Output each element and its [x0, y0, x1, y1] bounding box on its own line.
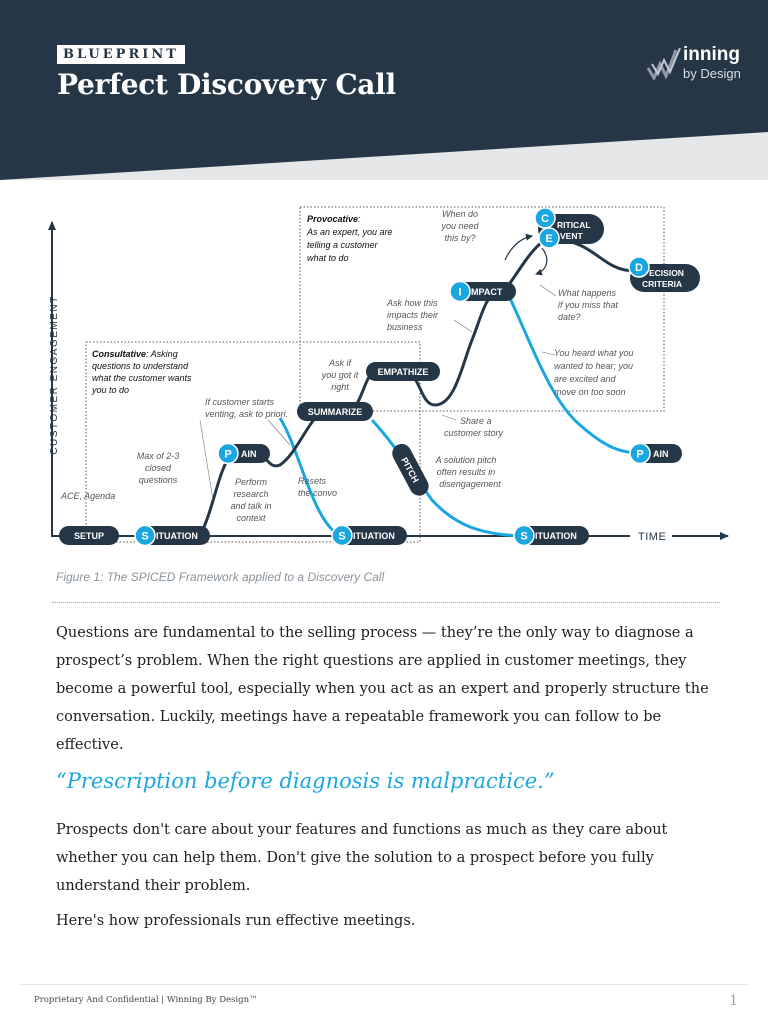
y-axis-label: CUSTOMER ENGAGEMENT	[49, 295, 60, 455]
provocative-line: As an expert, you are	[307, 227, 393, 237]
perform-research-note	[230, 477, 271, 523]
note-line: you need	[441, 221, 479, 231]
resets-note	[298, 476, 337, 498]
e-letter: E	[545, 233, 553, 245]
max-questions-note	[137, 451, 180, 485]
s-letter-2: S	[338, 530, 346, 543]
node-impact	[450, 282, 516, 302]
x-axis-label: TIME	[638, 531, 667, 543]
note-line: If customer starts	[205, 397, 275, 407]
pitch-label: PITCH	[399, 455, 421, 485]
note-line: if you miss that	[558, 300, 619, 310]
node-situation-3	[514, 526, 589, 546]
note-line: you got it	[321, 370, 359, 380]
section-divider	[52, 602, 720, 603]
decision-label: ECISION	[649, 268, 684, 278]
note-line: Perform	[234, 477, 268, 487]
note-line: When do	[441, 209, 479, 219]
what-happens-arrow	[536, 248, 547, 274]
note-line: business	[387, 322, 423, 332]
note-line: date?	[558, 312, 581, 322]
ask-if-note	[321, 358, 359, 392]
consultative-heading: Consultative	[92, 349, 147, 359]
note-line: Resets	[298, 476, 327, 486]
note-line: Ask if	[328, 358, 352, 368]
svg-text:Provocative:	[307, 214, 361, 224]
company-logo	[646, 42, 746, 84]
provocative-heading-rest: :	[358, 214, 361, 224]
figure-caption: Figure 1: The SPICED Framework applied to a Discovery Call	[56, 570, 385, 584]
spiced-diagram	[0, 180, 768, 570]
note-line: this by?	[444, 233, 476, 243]
svg-text:Consultative: Asking	[92, 349, 178, 359]
note-line: What happens	[558, 288, 617, 298]
node-pain-2	[630, 444, 682, 464]
note-line: closed	[144, 463, 172, 473]
note-line: right	[331, 382, 349, 392]
pain-1-label: AIN	[241, 449, 257, 459]
event-label: VENT	[560, 231, 583, 241]
note-line: Ask how this	[387, 298, 438, 308]
leader-impacts	[454, 320, 472, 332]
note-line: often results in	[436, 467, 496, 477]
share-story-note	[444, 416, 504, 438]
s-letter-1: S	[141, 530, 149, 543]
consultative-line: questions to understand	[92, 361, 189, 371]
consultative-heading-rest: : Asking	[146, 349, 178, 359]
ace-agenda-note: ACE, Agenda	[61, 491, 116, 501]
situation-2-label: ITUATION	[353, 531, 395, 541]
note-line: impacts their	[387, 310, 439, 320]
c-letter: C	[541, 213, 549, 225]
i-letter: I	[458, 286, 462, 299]
note-line: venting, ask to priori.	[205, 409, 289, 419]
node-situation-1	[135, 526, 210, 546]
note-line: Share a	[460, 416, 492, 426]
s-letter-3: S	[520, 530, 528, 543]
note-line: You heard what you	[554, 348, 634, 358]
critical-label: RITICAL	[557, 220, 591, 230]
provocative-note	[306, 214, 393, 263]
note-line: customer story	[444, 428, 504, 438]
note-line: wanted to hear; you	[554, 361, 634, 371]
logo-wordmark: inning	[683, 44, 740, 65]
provocative-line: telling a customer	[307, 240, 378, 250]
impact-label: MPACT	[471, 287, 503, 297]
empathize-label: EMPATHIZE	[377, 367, 429, 377]
logo-tagline: by Design	[683, 66, 741, 81]
document-title: Perfect Discovery Call	[57, 68, 396, 101]
p-letter-2: P	[636, 448, 644, 461]
footer-text: Proprietary And Confidential | Winning By Design™	[34, 995, 258, 1005]
what-happens-note	[558, 288, 619, 322]
node-situation-2	[332, 526, 407, 546]
d-letter: D	[635, 262, 643, 274]
ask-impacts-note	[386, 298, 439, 332]
situation-3-label: ITUATION	[535, 531, 577, 541]
blueprint-label: BLUEPRINT	[57, 45, 185, 64]
node-pain-1	[218, 444, 270, 464]
note-line: questions	[138, 475, 178, 485]
leader-share-story	[442, 415, 456, 420]
note-line: Max of 2-3	[136, 451, 180, 461]
summarize-label: SUMMARIZE	[307, 407, 363, 417]
provocative-heading: Provocative	[307, 214, 359, 224]
consultative-line: you to do	[92, 385, 130, 395]
note-line: the convo	[298, 488, 338, 498]
leader-what-happens	[540, 285, 556, 296]
setup-label: SETUP	[73, 531, 105, 541]
node-setup	[59, 526, 119, 545]
solution-pitch-note	[435, 455, 502, 489]
when-do-note	[440, 209, 479, 243]
p-letter-1: P	[224, 448, 232, 461]
body-paragraph: Prospects don't care about your features and functions as much as they care about whether you can help them. Don't give the solution to a prospect before you fully understand their problem.	[56, 822, 668, 894]
venting-note	[205, 397, 288, 419]
node-decision-criteria	[629, 257, 700, 292]
note-line: context	[236, 513, 266, 523]
note-line: research	[233, 489, 269, 499]
page-header	[0, 0, 768, 180]
note-line: A solution pitch	[435, 455, 497, 465]
consultative-note	[91, 349, 192, 395]
situation-1-label: ITUATION	[156, 531, 198, 541]
provocative-line: what to do	[307, 253, 349, 263]
footer-divider	[20, 984, 748, 985]
heard-what-note	[554, 348, 634, 397]
node-summarize	[297, 402, 373, 421]
node-critical-event	[535, 208, 604, 248]
closing-paragraph: Here's how professionals run effective meetings.	[56, 913, 416, 929]
page-number: 1	[729, 993, 738, 1009]
node-empathize	[366, 362, 440, 381]
note-line: disengagement	[439, 479, 501, 489]
pull-quote: “Prescription before diagnosis is malpractice.”	[56, 769, 555, 793]
intro-paragraph: Questions are fundamental to the selling process — they’re the only way to diagnose a prospect’s problem. When the right questions are applied in customer meetings, they become a powerful tool, especially when you act as an expert and properly structure the conversation. Luckily, meetings have a repeatable framework you can follow to be effective.	[56, 625, 709, 753]
leader-max-questions	[200, 420, 213, 500]
node-pitch	[389, 441, 432, 499]
criteria-label: CRITERIA	[642, 279, 683, 289]
logo-mark-icon	[646, 46, 682, 80]
note-line: and talk in	[230, 501, 272, 511]
note-line: are excited and	[554, 374, 616, 384]
note-line: move on too soon	[554, 387, 626, 397]
pain-2-label: AIN	[653, 449, 669, 459]
consultative-line: what the customer wants	[92, 373, 192, 383]
